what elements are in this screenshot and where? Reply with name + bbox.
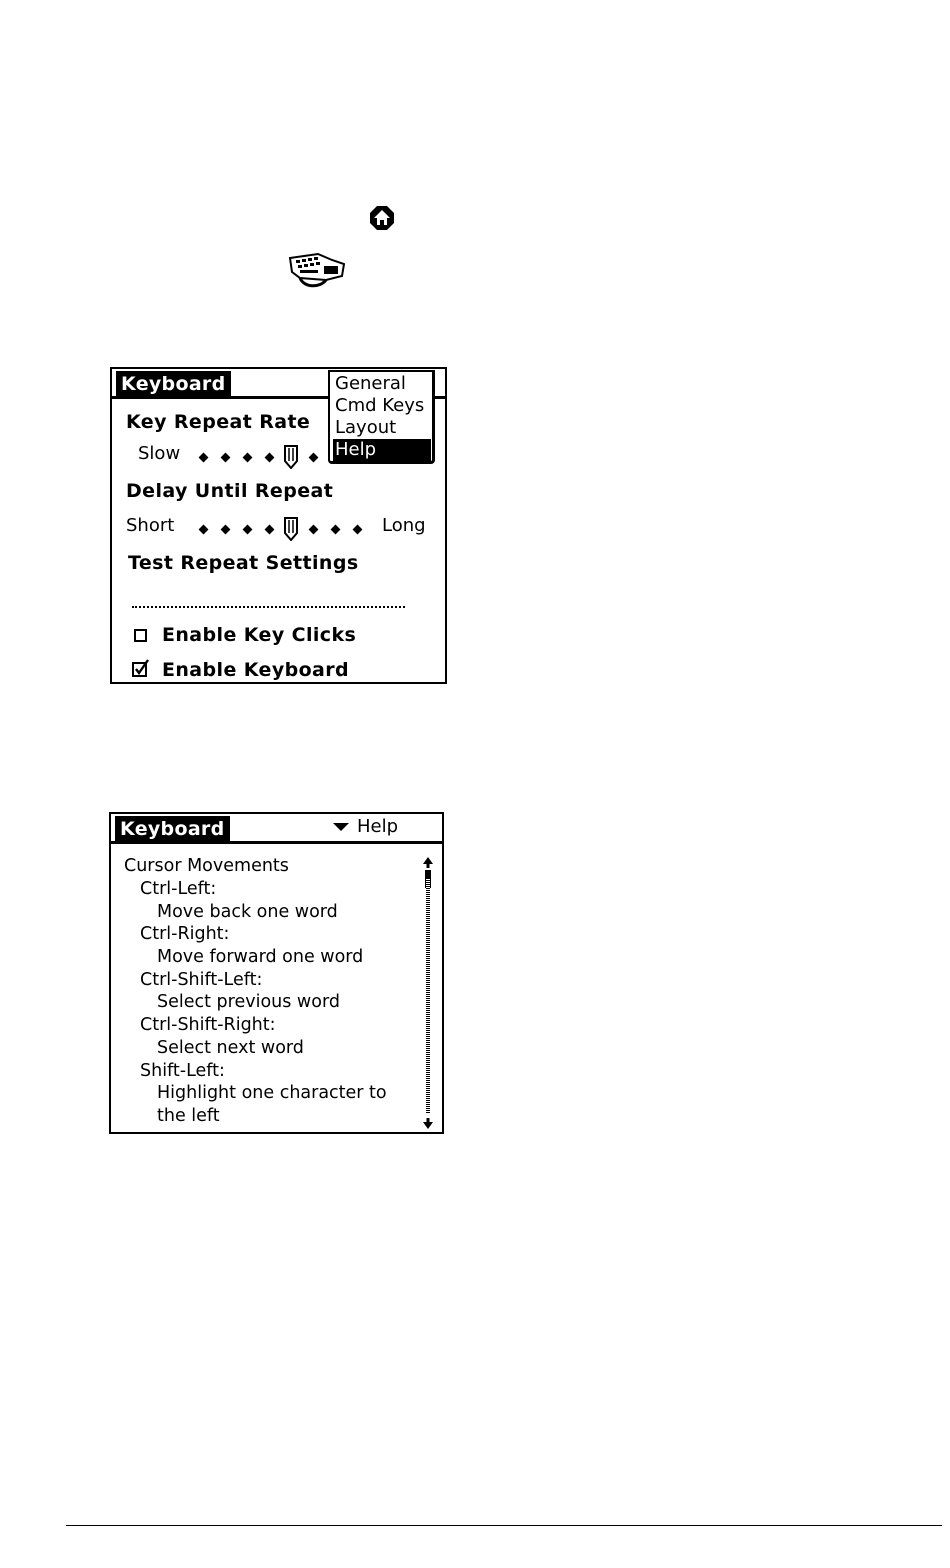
help-line: Move back one word [157, 902, 338, 922]
help-line: Cursor Movements [124, 856, 289, 876]
help-line: Ctrl-Left: [140, 879, 217, 899]
menu-item-layout[interactable]: Layout [335, 417, 397, 438]
slider-thumb[interactable] [284, 445, 298, 469]
slider-thumb[interactable] [284, 517, 298, 541]
short-label: Short [126, 515, 175, 536]
title-bar-line [111, 841, 442, 844]
enable-key-clicks-label[interactable]: Enable Key Clicks [162, 624, 357, 646]
test-input-field[interactable] [132, 606, 405, 608]
help-line: the left [157, 1106, 220, 1126]
key-repeat-rate-slider[interactable] [192, 445, 324, 469]
triangle-down-icon [333, 823, 349, 831]
help-line: Move forward one word [157, 947, 364, 967]
keyboard-help-screen [109, 812, 444, 1134]
scroll-down-arrow-icon[interactable] [422, 1118, 434, 1130]
menu-item-general[interactable]: General [335, 373, 406, 394]
enable-keyboard-checkbox[interactable] [132, 659, 150, 677]
keyboard-app-icon [286, 250, 348, 290]
help-line: Ctrl-Right: [140, 924, 230, 944]
menu-item-help[interactable]: Help [333, 439, 431, 461]
enable-keyboard-label[interactable]: Enable Keyboard [162, 659, 350, 681]
scroll-track[interactable] [426, 878, 430, 1114]
home-icon [368, 204, 396, 232]
help-line: Ctrl-Shift-Right: [140, 1015, 276, 1035]
help-scrollbar[interactable] [422, 856, 434, 1132]
help-line: Highlight one character to [157, 1083, 387, 1103]
keyboard-prefs-screen [110, 367, 447, 684]
help-popup-trigger[interactable] [333, 814, 398, 840]
delay-until-repeat-slider[interactable] [192, 517, 368, 541]
menu-item-cmd-keys[interactable]: Cmd Keys [335, 395, 425, 416]
key-repeat-rate-label: Key Repeat Rate [126, 411, 311, 433]
long-label: Long [382, 515, 426, 536]
screen-title[interactable]: Keyboard [115, 816, 230, 843]
footer-rule [66, 1525, 942, 1526]
help-line: Select previous word [157, 992, 340, 1012]
help-line: Shift-Left: [140, 1061, 225, 1081]
test-repeat-settings-label: Test Repeat Settings [128, 552, 359, 574]
delay-until-repeat-label: Delay Until Repeat [126, 480, 334, 502]
screen-title[interactable]: Keyboard [116, 371, 231, 398]
slow-label: Slow [138, 443, 181, 464]
help-line: Ctrl-Shift-Left: [140, 970, 263, 990]
help-trigger-label: Help [357, 816, 399, 837]
scroll-up-arrow-icon[interactable] [422, 856, 434, 868]
enable-key-clicks-checkbox[interactable] [134, 629, 147, 642]
options-menu [328, 370, 435, 464]
help-line: Select next word [157, 1038, 304, 1058]
